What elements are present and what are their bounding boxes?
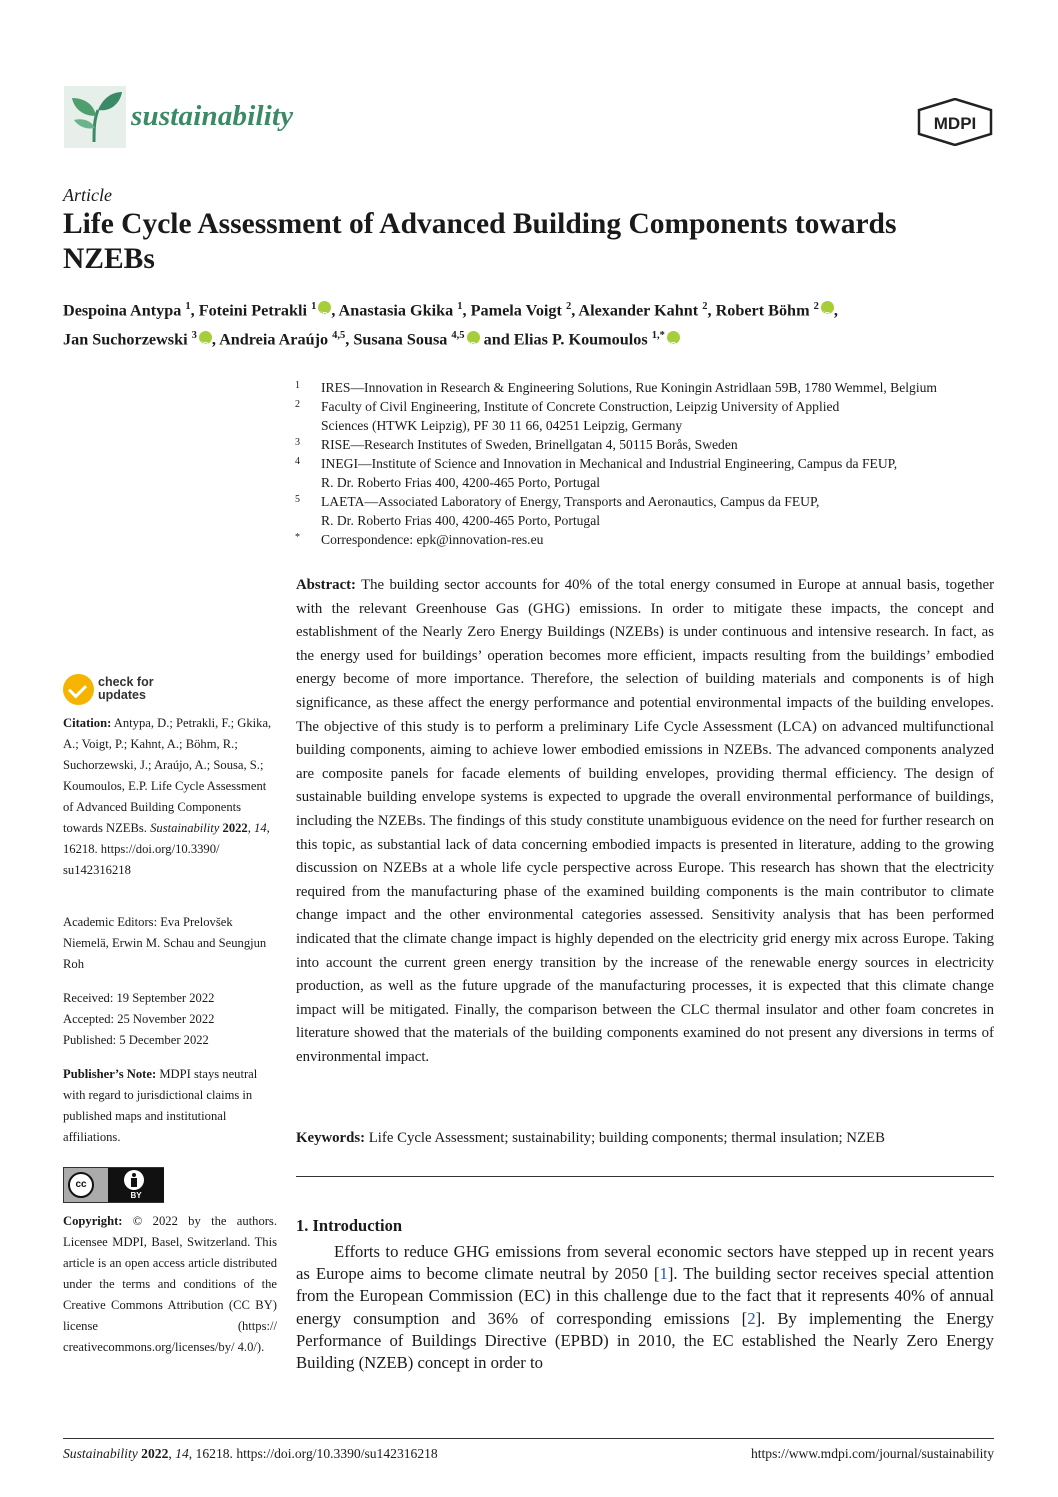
author-name: Jan Suchorzewski: [63, 330, 188, 349]
affiliation-line: [293, 416, 1013, 435]
affiliations: [293, 378, 1013, 549]
affiliation-number: [293, 473, 321, 492]
footer-journal-url[interactable]: https://www.mdpi.com/journal/sustainability: [750, 1446, 994, 1461]
orcid-icon[interactable]: [199, 331, 212, 344]
accepted-date: Accepted: 25 November 2022: [63, 1012, 215, 1026]
orcid-icon[interactable]: [467, 331, 480, 344]
author-name: Alexander Kahnt: [578, 301, 699, 320]
affiliation-number: *: [295, 532, 300, 543]
publishers-note-label: Publisher’s Note:: [63, 1067, 157, 1081]
section-divider: [296, 1176, 994, 1177]
affiliation-text: Correspondence: epk@innovation-res.eu: [321, 532, 544, 547]
reference-link[interactable]: 2: [747, 1308, 756, 1328]
keywords-text: Life Cycle Assessment; sustainability; building components; thermal insulation; NZEB: [368, 1130, 885, 1146]
citation-block: Citation: Antypa, D.; Petrakli, F.; Gkika, A.; Voigt, P.; Kahnt, A.; Böhm, R.; Suchorzewski, J.; Araújo, A.; Sousa, S.; Koumoulos, E.P. Life Cycle Assessment of Advanced Building Components towards NZEBs. Sustainability 2022, 14, 16218. https://doi.org/10.3390/ su142316218: [63, 716, 272, 877]
reference-link[interactable]: 1: [659, 1264, 668, 1284]
author-name: Andreia Araújo: [219, 330, 329, 349]
section-heading-introduction: 1. Introduction: [296, 1216, 403, 1235]
author-affiliation-marker: 2: [565, 301, 572, 312]
author-affiliation-marker: 1: [311, 301, 317, 312]
orcid-icon[interactable]: [667, 331, 680, 344]
affiliation-number: 2: [295, 399, 300, 410]
affiliation-line: [293, 492, 1013, 511]
affiliation-line: [293, 397, 1013, 416]
received-date: Received: 19 September 2022: [63, 991, 215, 1005]
citation-text: Antypa, D.; Petrakli, F.; Gkika, A.; Voigt, P.; Kahnt, A.; Böhm, R.; Suchorzewski, J.; Araújo, A.; Sousa, S.; Koumoulos, E.P. Life Cycle Assessment of Advanced Building Components towards NZEBs.: [63, 716, 272, 835]
author-separator: and: [479, 330, 514, 349]
affiliation-text: LAETA—Associated Laboratory of Energy, Transports and Aeronautics, Campus da FEUP,: [321, 494, 820, 509]
citation-year: 2022: [222, 821, 248, 835]
copyright-label: Copyright:: [63, 1214, 123, 1228]
author-affiliation-marker: 2: [702, 301, 708, 312]
check-for-updates-button[interactable]: [63, 674, 173, 708]
orcid-icon[interactable]: [318, 301, 331, 314]
author-name: Susana Sousa: [353, 330, 448, 349]
footer-doi-link[interactable]: , 16218. https://doi.org/10.3390/su142316218: [188, 1446, 438, 1461]
affiliation-line: [293, 435, 1013, 454]
keywords: [296, 1130, 994, 1147]
author-name: Foteini Petrakli: [198, 301, 308, 320]
cc-icon: cc: [68, 1172, 94, 1198]
publication-dates: [63, 988, 277, 1051]
affiliation-number: [293, 416, 321, 435]
affiliation-number: 5: [295, 494, 300, 505]
abstract-label: Abstract:: [296, 577, 356, 593]
published-date: Published: 5 December 2022: [63, 1033, 209, 1047]
journal-logo-icon: [64, 86, 126, 148]
author-separator: ,: [462, 301, 471, 320]
footer-divider: [63, 1438, 994, 1439]
article-title: Life Cycle Assessment of Advanced Building Components towards NZEBs: [63, 208, 897, 275]
author-separator: ,: [571, 301, 579, 320]
academic-editors: Academic Editors: Eva Prelovšek Niemelä, Erwin M. Schau and Seungjun Roh: [63, 915, 267, 971]
citation-volume: 14: [254, 821, 267, 835]
affiliation-line: [293, 473, 1013, 492]
citation-label: Citation:: [63, 716, 112, 730]
publishers-note-text: MDPI stays neutral with regard to jurisdictional claims in published maps and institutional affiliations.: [63, 1067, 258, 1144]
affiliation-text: Faculty of Civil Engineering, Institute of Concrete Construction, Leipzig University of Applied: [321, 399, 840, 414]
affiliation-text: IRES—Innovation in Research & Engineering Solutions, Rue Koningin Astridlaan 59B, 1780 Wemmel, Belgium: [321, 380, 937, 395]
author-name: Robert Böhm: [715, 301, 810, 320]
author-name: Despoina Antypa: [63, 301, 182, 320]
author-separator: ,: [833, 301, 838, 320]
affiliation-line: [293, 454, 1013, 473]
affiliation-text: INEGI—Institute of Science and Innovation in Mechanical and Industrial Engineering, Campus da FEUP,: [321, 456, 898, 471]
author-separator: ,: [331, 301, 339, 320]
affiliation-number: 3: [295, 437, 300, 448]
keywords-label: Keywords:: [296, 1130, 366, 1146]
by-label: BY: [130, 1191, 142, 1200]
author-affiliation-marker: 1: [457, 301, 463, 312]
author-affiliation-marker: 2: [813, 301, 819, 312]
affiliation-number: 1: [295, 380, 300, 391]
affiliation-text: R. Dr. Roberto Frias 400, 4200-465 Porto, Portugal: [321, 513, 601, 528]
footer-citation: Sustainability 2022, 14, 16218. https://doi.org/10.3390/su142316218: [63, 1446, 438, 1461]
affiliation-line: [293, 511, 1013, 530]
person-icon: [124, 1170, 144, 1190]
author-affiliation-marker: 3: [191, 330, 197, 342]
journal-name: sustainability: [131, 100, 294, 132]
check-for-updates-label: check for updates: [98, 675, 154, 702]
author-name: Elias P. Koumoulos: [513, 330, 648, 349]
author-separator: ,: [190, 301, 199, 320]
affiliation-number: 4: [295, 456, 300, 467]
author-affiliation-marker: 1: [185, 301, 191, 312]
introduction-paragraph: Efforts to reduce GHG emissions from several economic sectors have stepped up in recent years as Europe aims to become climate neutral by 2050 [1]. The building sector receives special attention from the European Commission (EC) in this challenge due to the fact that it represents 40% of annual energy consumption and 36% of corresponding emissions [2]. By implementing the Energy Performance of Buildings Directive (EPBD) in 2010, the EC established the Nearly Zero Energy Building (NZEB) concept in order to: [296, 1242, 995, 1373]
affiliation-text: Sciences (HTWK Leipzig), PF 30 11 66, 04251 Leipzig, Germany: [321, 418, 683, 433]
author-separator: ,: [345, 330, 354, 349]
author-affiliation-marker: 4,5: [451, 330, 465, 342]
attribution-icon: [108, 1168, 164, 1202]
cc-by-license-badge[interactable]: [63, 1167, 164, 1203]
author-name: Anastasia Gkika: [338, 301, 454, 320]
mdpi-logo-icon: [917, 98, 993, 146]
abstract: [296, 574, 994, 1069]
mdpi-logo-text: MDPI: [933, 114, 977, 133]
abstract-text: The building sector accounts for 40% of the total energy consumed in Europe at annual basis, together with the relevant Greenhouse Gas (GHG) emissions. In order to mitigate these impacts, the concept and establishment of the Nearly Zero Energy Buildings (NZEBs) is under continuous and intensive research. In fact, as the energy used for buildings’ operation becomes more efficient, impacts resulting from the buildings’ embodied energy become of more importance. Therefore, the selection of building materials and components is of high significance, as these affect the energy performance and potential environmental impacts of the building envelopes. The objective of this study is to perform a preliminary Life Cycle Assessment (LCA) on advanced multifunctional building components, aiming to achieve lower embodied emissions in NZEBs. The advanced components analyzed are composite panels for facade elements of building envelopes, providing thermal efficiency. The design of sustainable building envelope systems is expected to upgrade the overall environmental performance of buildings, including the NZEBs. The findings of this study constitute unambiguous evidence on the need for further research on this topic, as substantial lack of data concerning embodied impacts is presented in literature, adding to the growing discussion on NZEBs at a whole life cycle perspective across Europe. This research has shown that the electricity required from the manufacturing phase of the examined building components is the main contributor to climate change impact and the other environmental categories assessed. Sensitivity analysis that has been performed indicated that the climate change impact is highly depended on the electricity grid energy mix across Europe. Taking into account the current green energy transition by the increase of the renewable energy sources in electricity production, as well as the future upgrade of the manufacturing processes, it is expected that this climate change impact will be mitigated. Finally, the comparison between the CLC thermal insulator and other foam concretes in literature showed that the materials of the building components examined do not present any diversions in terms of environmental impact.: [296, 577, 994, 1065]
citation-doi[interactable]: , 16218. https://doi.org/10.3390/ su142316218: [63, 821, 270, 877]
author-affiliation-marker: 1,*: [651, 330, 665, 342]
affiliation-line: [293, 530, 1013, 549]
author-list: [63, 294, 993, 353]
affiliation-number: [293, 511, 321, 530]
copyright-text: © 2022 by the authors. Licensee MDPI, Basel, Switzerland. This article is an open access article distributed under the terms and conditions of the Creative Commons Attribution (CC BY) license (https:// creativecommons.org/licenses/by/ 4.0/).: [63, 1214, 277, 1354]
citation-journal: Sustainability: [150, 821, 220, 835]
copyright-block: [63, 1211, 277, 1358]
checkmark-icon: [63, 674, 94, 705]
author-separator: ,: [211, 330, 220, 349]
author-affiliation-marker: 4,5: [332, 330, 346, 342]
author-name: Pamela Voigt: [470, 301, 562, 320]
affiliation-line: [293, 378, 1013, 397]
author-separator: ,: [707, 301, 716, 320]
affiliation-text: RISE—Research Institutes of Sweden, Brinellgatan 4, 50115 Borås, Sweden: [321, 437, 738, 452]
orcid-icon[interactable]: [821, 301, 834, 314]
article-type: Article: [63, 185, 112, 205]
publishers-note: [63, 1064, 277, 1148]
affiliation-text: R. Dr. Roberto Frias 400, 4200-465 Porto, Portugal: [321, 475, 601, 490]
